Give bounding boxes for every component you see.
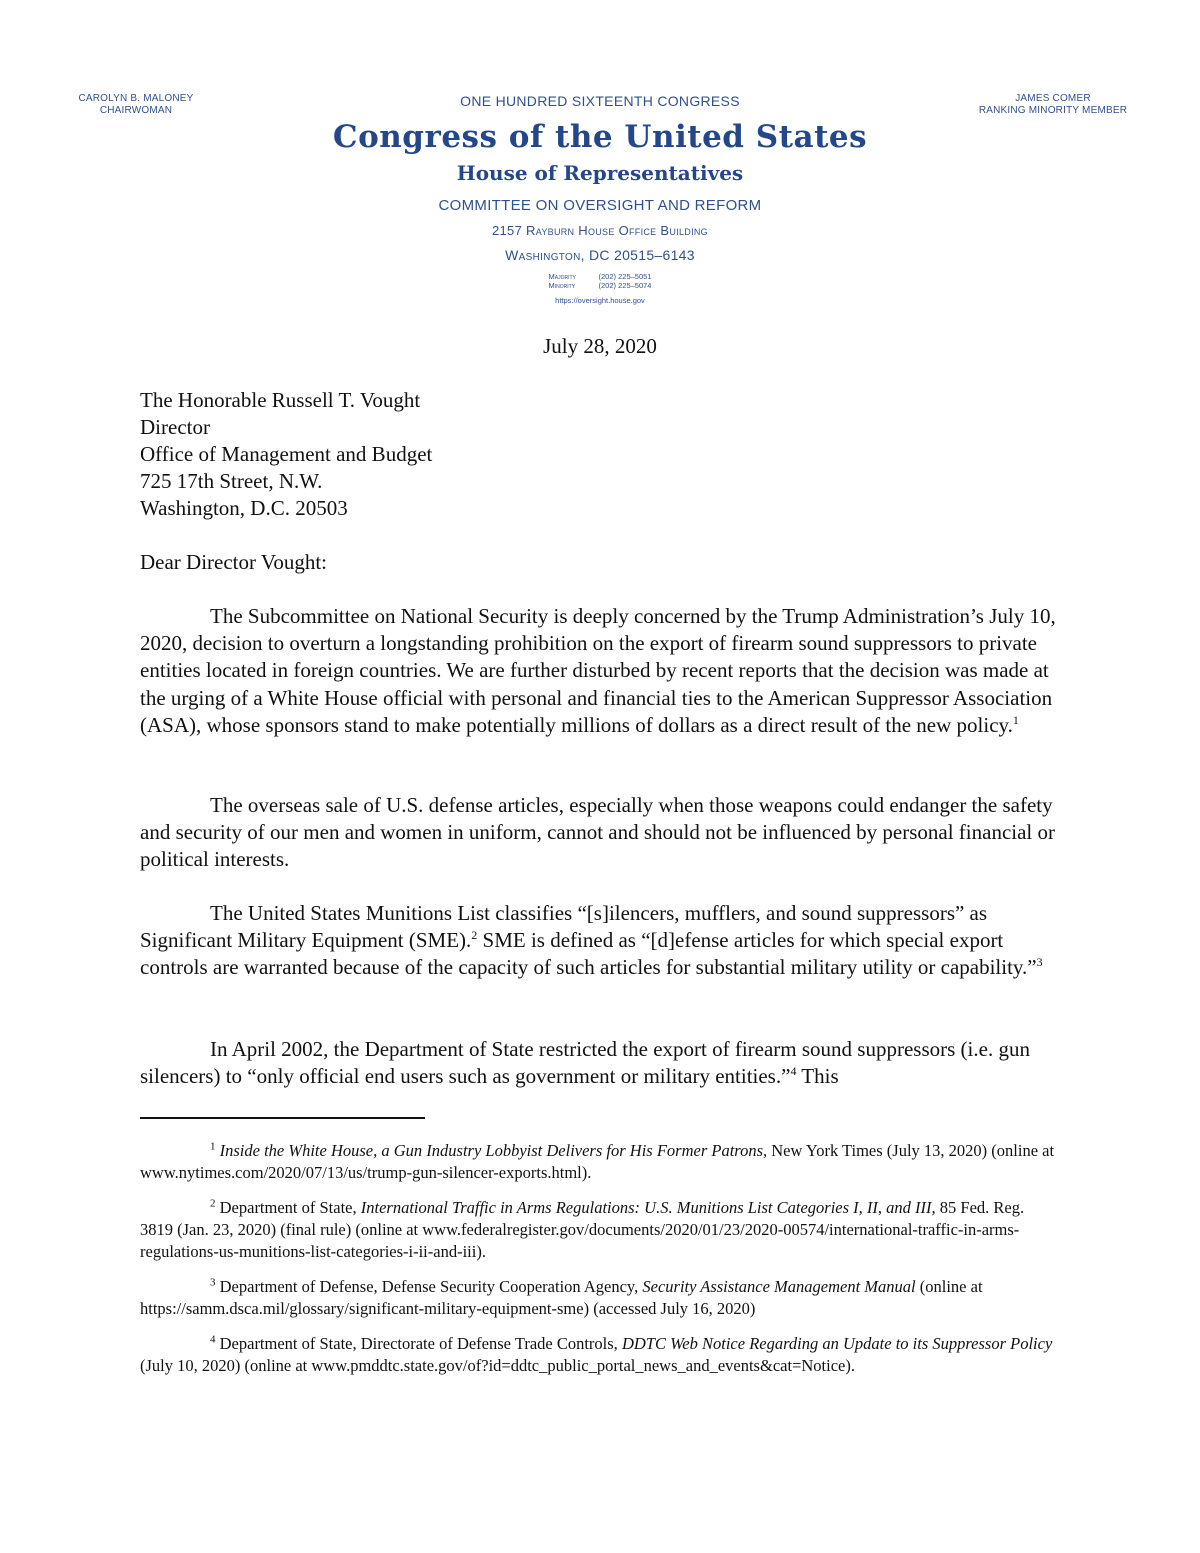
majority-label: Majority — [548, 272, 576, 281]
minority-label: Minority — [548, 281, 576, 290]
footnote-number: 1 — [210, 1140, 216, 1153]
footnote-text: Department of State, — [215, 1198, 361, 1217]
office-city: Washington, DC 20515–6143 — [505, 247, 695, 263]
chair-name: CAROLYN B. MALONEY — [78, 93, 194, 104]
paragraph-text: The Subcommittee on National Security is deeply concerned by the Trump Administration’s July 10, 2020, decision to overturn a longstanding prohibition on the export of firearm sound suppressors to private entities located in foreign countries. We are further disturbed by recent reports that the decision was made at the urging of a White House official with personal and financial ties to the American Suppressor Association (ASA), whose sponsors stand to make potentially millions of dollars as a direct result of the new policy. — [140, 604, 1056, 737]
minority-phone: (202) 225–5074 — [598, 281, 652, 290]
footnote-title: International Traffic in Arms Regulations: U.S. Munitions List Categories I, II, and III, — [360, 1198, 936, 1217]
recipient-line: 725 17th Street, N.W. — [140, 469, 323, 493]
phone-block — [300, 272, 900, 290]
paragraph-text: In April 2002, the Department of State restricted the export of firearm sound suppressors (i.e. gun silencers) to “only official end users such as government or military entities.” — [140, 1037, 1030, 1089]
footnote-text: New York Times (July 13, 2020) (online at www.nytimes.com/2020/07/13/us/trump-gun-silencer-exports.html). — [140, 1141, 1055, 1182]
footnote — [140, 1140, 1060, 1184]
letterhead-house: House of Representatives — [456, 161, 744, 185]
footnote-number: 4 — [210, 1333, 216, 1346]
majority-phone-row — [300, 272, 900, 281]
footnote-ref[interactable]: 1 — [1012, 712, 1019, 727]
letter-date: July 28, 2020 — [543, 334, 657, 358]
office-address: 2157 Rayburn House Office Building — [492, 223, 708, 238]
footnote — [140, 1197, 1060, 1263]
recipient-line: Office of Management and Budget — [140, 442, 433, 466]
recipient-address — [140, 387, 432, 522]
footnote-text: (July 10, 2020) (online at www.pmddtc.state.gov/of?id=ddtc_public_portal_news_and_events&cat=Notice). — [140, 1356, 855, 1375]
footnote-text: Department of State, Directorate of Defense Trade Controls, — [215, 1334, 622, 1353]
recipient-line: The Honorable Russell T. Vought — [140, 388, 421, 412]
footnote-number: 2 — [210, 1197, 216, 1210]
committee-name: COMMITTEE ON OVERSIGHT AND REFORM — [438, 197, 762, 214]
ranking-member-block — [968, 93, 1138, 117]
chair-block — [68, 93, 204, 117]
recipient-line: Director — [140, 415, 210, 439]
footnote-ref[interactable]: 4 — [790, 1064, 797, 1079]
footnote-ref[interactable]: 3 — [1036, 955, 1043, 970]
footnote — [140, 1276, 1060, 1320]
body-paragraph — [140, 1036, 1060, 1090]
letterhead — [300, 92, 900, 305]
recipient-line: Washington, D.C. 20503 — [140, 496, 348, 520]
paragraph-text: This — [796, 1064, 839, 1089]
ranking-member-name: JAMES COMER — [1015, 93, 1091, 104]
footnote-ref[interactable]: 2 — [471, 928, 478, 943]
footnote-title: Inside the White House, a Gun Industry Lobbyist Delivers for His Former Patrons, — [219, 1141, 768, 1160]
paragraph-text: The overseas sale of U.S. defense articles, especially when those weapons could endanger the safety and security of our men and women in uniform, cannot and should not be influenced by personal financial or political interests. — [140, 793, 1055, 872]
ranking-member-title: RANKING MINORITY MEMBER — [978, 105, 1128, 116]
footnote — [140, 1333, 1060, 1377]
majority-phone: (202) 225–5051 — [598, 272, 652, 281]
footnote-text: Department of Defense, Defense Security Cooperation Agency, — [215, 1277, 643, 1296]
footnote-text: 85 Fed. Reg. 3819 (Jan. 23, 2020) (final rule) (online at www.federalregister.gov/documents/2020/01/23/2020-00574/international-traffic-in-arms-regulations-us-munitions-list-categories-i-ii-and-iii). — [140, 1198, 1025, 1261]
body-paragraph — [140, 792, 1060, 874]
letterhead-title: Congress of the United States — [332, 119, 868, 155]
salutation: Dear Director Vought: — [140, 550, 328, 574]
paragraph-text: SME is defined as “[d]efense articles for which special export controls are warranted because of the capacity of such articles for substantial military utility or capability.” — [140, 928, 1037, 980]
paragraph-text: The United States Munitions List classifies “[s]ilencers, mufflers, and sound suppressors” as Significant Military Equipment (SME). — [140, 901, 988, 953]
body-paragraph — [140, 900, 1060, 982]
footnote-divider — [140, 1117, 425, 1119]
body-paragraph — [140, 603, 1060, 739]
chair-title: CHAIRWOMAN — [99, 105, 173, 116]
footnote-title: Security Assistance Management Manual — [642, 1277, 916, 1296]
congress-number: ONE HUNDRED SIXTEENTH CONGRESS — [460, 93, 740, 109]
footnote-number: 3 — [210, 1276, 216, 1289]
website-link[interactable]: https://oversight.house.gov — [555, 296, 645, 305]
footnote-text: (online at https://samm.dsca.mil/glossary/significant-military-equipment-sme) (accessed July 16, 2020) — [140, 1277, 983, 1318]
minority-phone-row — [300, 281, 900, 290]
footnote-title: DDTC Web Notice Regarding an Update to its Suppressor Policy — [621, 1334, 1053, 1353]
